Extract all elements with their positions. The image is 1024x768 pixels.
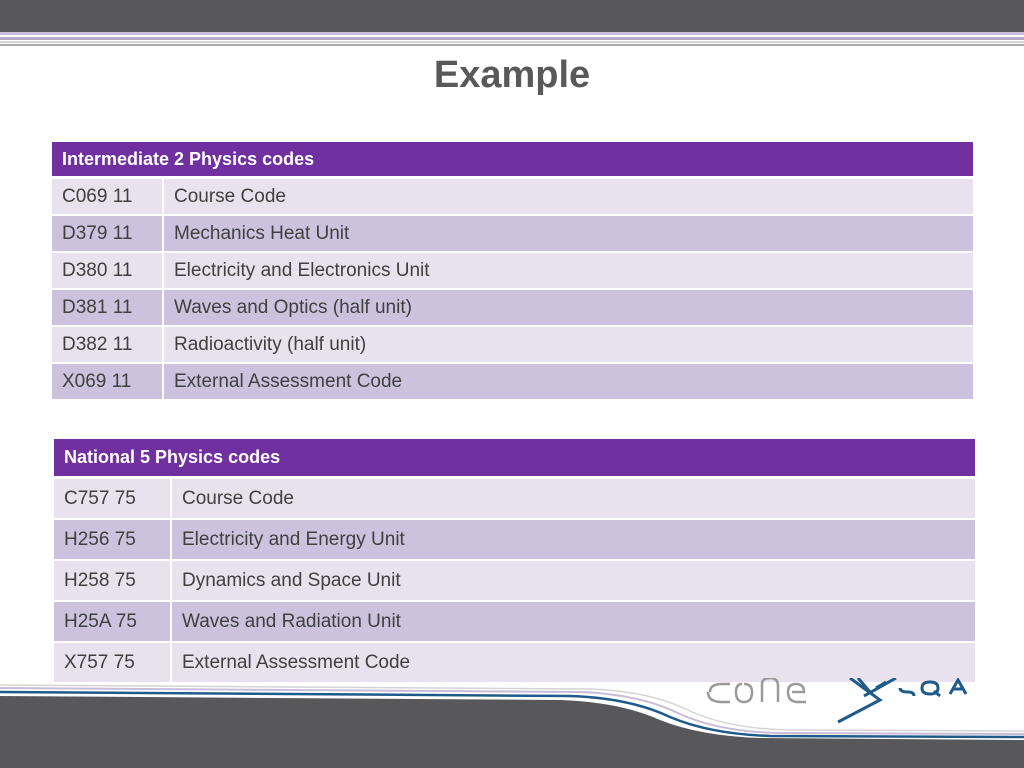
description-cell: Electricity and Electronics Unit	[164, 253, 973, 290]
description-cell: Waves and Radiation Unit	[172, 602, 975, 643]
description-cell: Waves and Optics (half unit)	[164, 290, 973, 327]
table-header-row	[54, 439, 975, 479]
description-cell: Mechanics Heat Unit	[164, 216, 973, 253]
description-cell: Dynamics and Space Unit	[172, 561, 975, 602]
bottom-decorative-swoosh	[0, 684, 1024, 768]
description-cell: Radioactivity (half unit)	[164, 327, 973, 364]
code-cell: D380 11	[52, 253, 164, 290]
table-row	[54, 602, 975, 643]
table-row	[52, 327, 973, 364]
table-row	[52, 179, 973, 216]
table-row	[52, 253, 973, 290]
code-cell: X757 75	[54, 643, 172, 684]
national-5-codes-table	[54, 439, 975, 684]
code-cell: X069 11	[52, 364, 164, 401]
table-row	[52, 364, 973, 401]
description-cell: Course Code	[164, 179, 973, 216]
code-cell: H25A 75	[54, 602, 172, 643]
description-cell: Course Code	[172, 479, 975, 520]
table-row	[52, 216, 973, 253]
slide-title: Example	[433, 54, 591, 96]
top-decorative-stripes	[0, 32, 1024, 48]
intermediate-2-codes-table	[52, 142, 973, 401]
table-row	[54, 520, 975, 561]
description-cell: Electricity and Energy Unit	[172, 520, 975, 561]
top-frame-bar	[0, 0, 1024, 32]
table-row	[52, 290, 973, 327]
code-cell: D379 11	[52, 216, 164, 253]
code-cell: D381 11	[52, 290, 164, 327]
table-header: National 5 Physics codes	[54, 439, 975, 479]
code-cell: H256 75	[54, 520, 172, 561]
table-header: Intermediate 2 Physics codes	[52, 142, 973, 179]
code-cell: C757 75	[54, 479, 172, 520]
description-cell: External Assessment Code	[172, 643, 975, 684]
table-row	[54, 561, 975, 602]
code-cell: C069 11	[52, 179, 164, 216]
table-row	[54, 479, 975, 520]
code-cell: H258 75	[54, 561, 172, 602]
table-header-row	[52, 142, 973, 179]
description-cell: External Assessment Code	[164, 364, 973, 401]
code-cell: D382 11	[52, 327, 164, 364]
